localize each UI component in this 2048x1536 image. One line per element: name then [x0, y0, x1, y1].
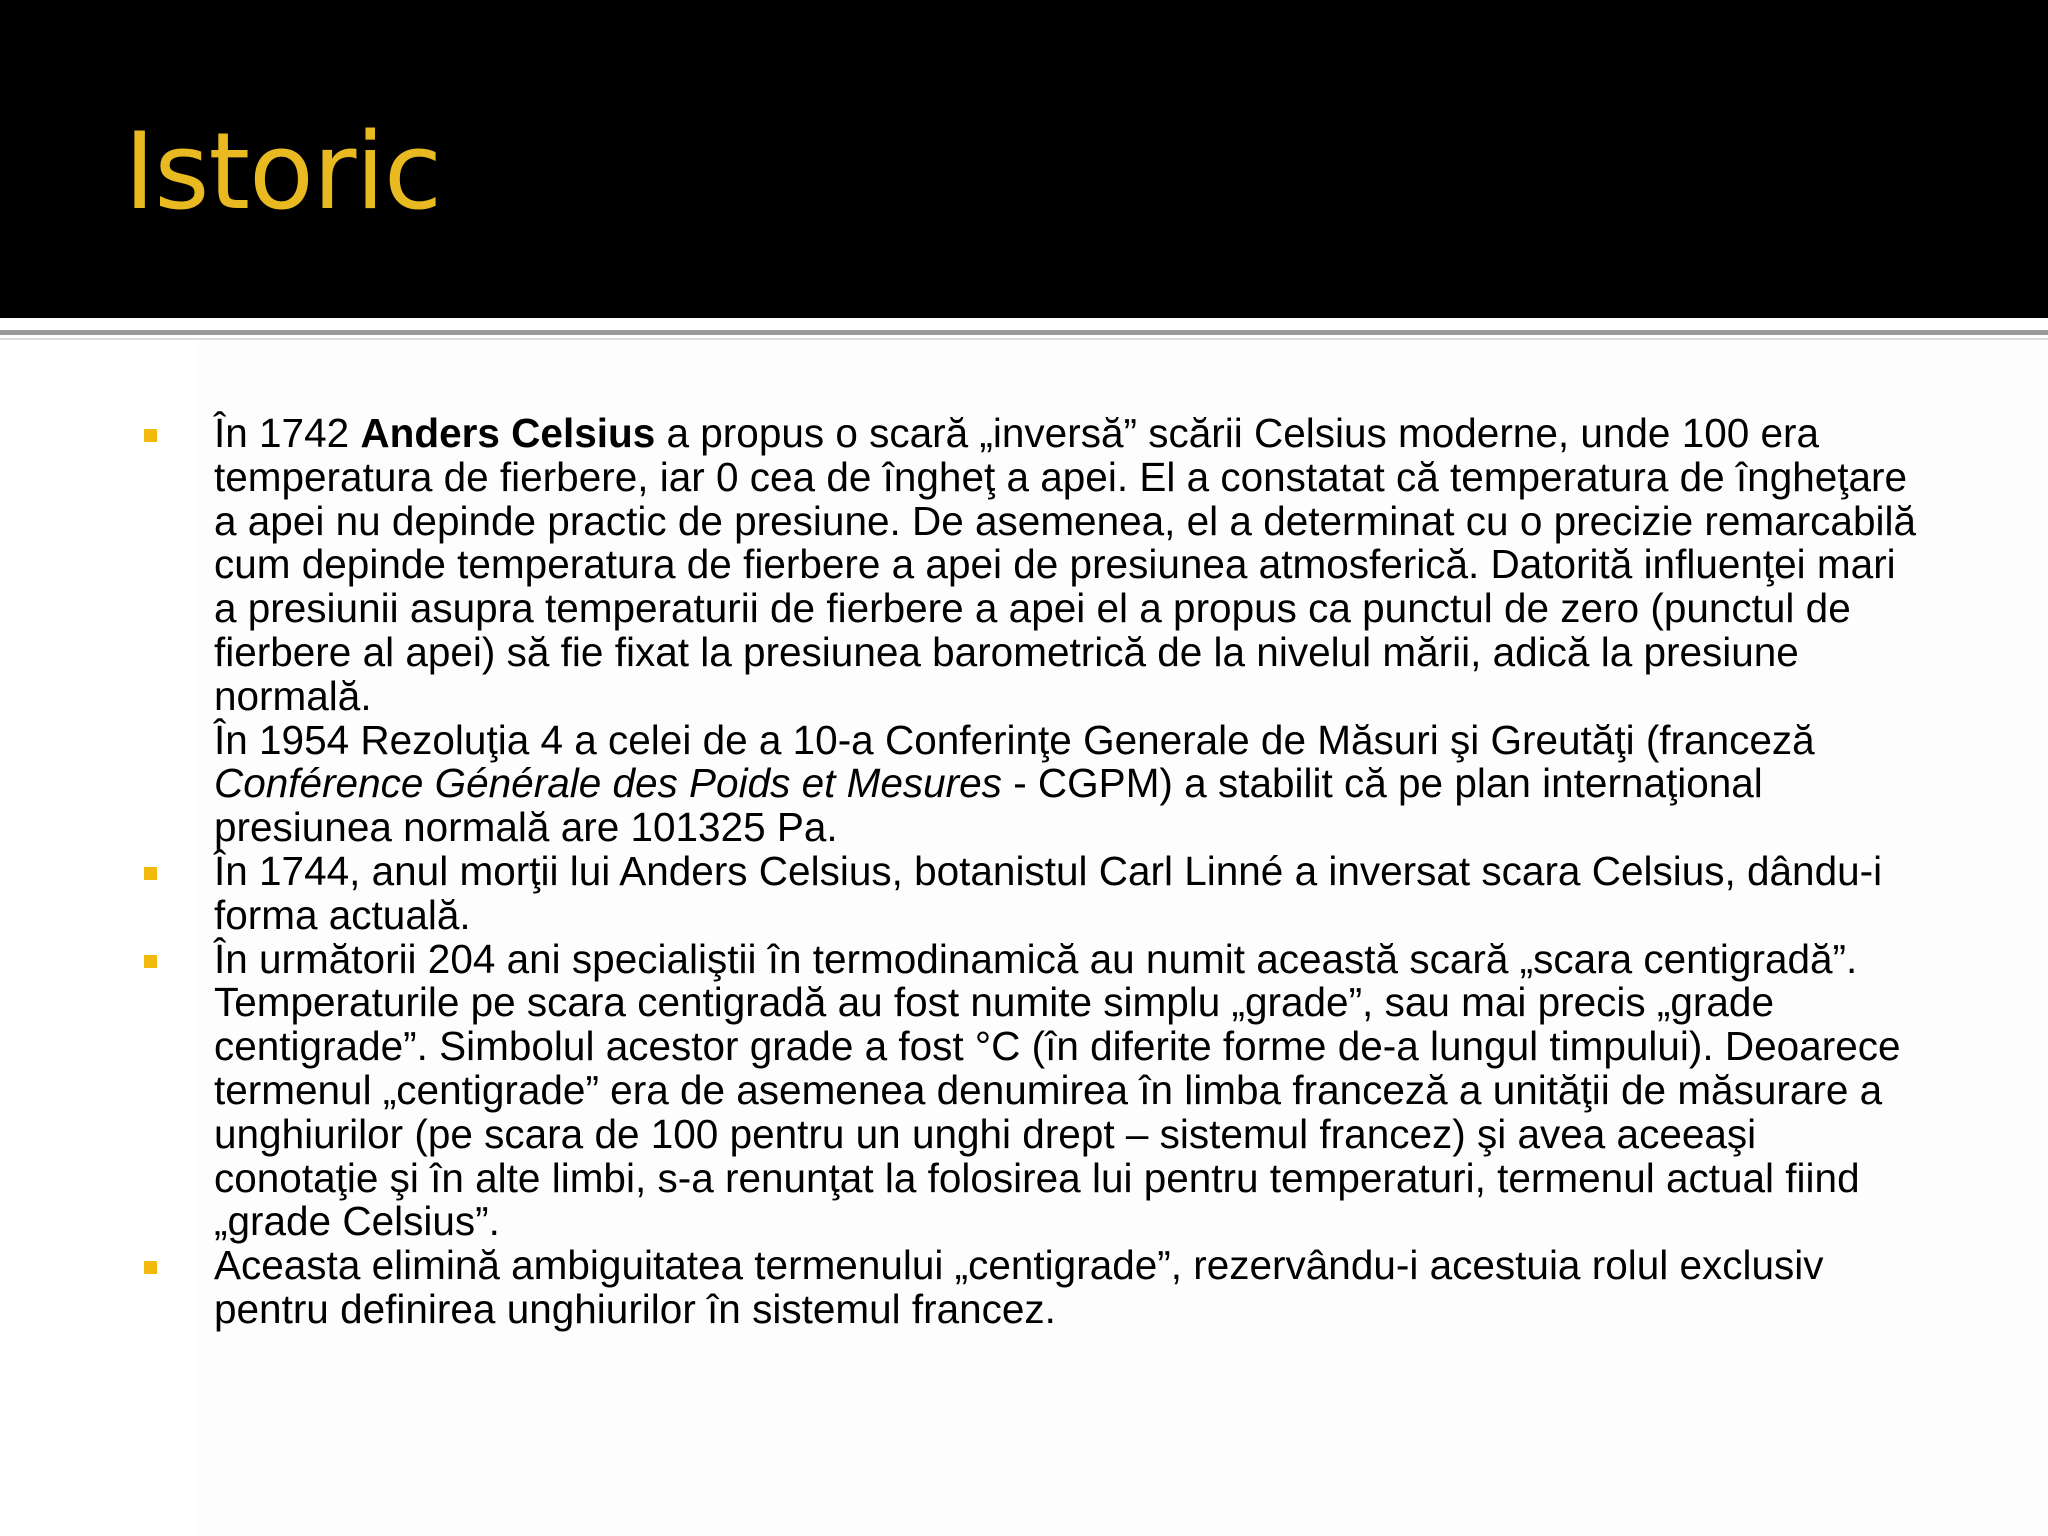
- square-bullet-icon: [144, 1261, 157, 1274]
- paragraph-cgpm-1954: [214, 716, 1920, 851]
- paragraph-linne-1744: În 1744, anul morţii lui Anders Celsius, botanistul Carl Linné a inversat scara Celsius, dându-i forma actuală.: [214, 847, 1883, 938]
- square-bullet-icon: [144, 955, 157, 968]
- paragraph-centigrade-history: În următorii 204 ani specialiştii în termodinamică au numit această scară „scara centigradă”. Temperaturile pe scara centigradă au fost numite simplu „grade”, sau mai precis „grade centigrade”. Simbolul acestor grade a fost °C (în diferite forme de-a lungul timpului). Deoarece termenul „centigrade” era de asemenea denumirea în limba franceză a unităţii de măsurare a unghiurilor (pe scara de 100 pentru un unghi drept – sistemul francez) şi avea aceeaşi conotaţie şi în alte limbi, s-a renunţat la folosirea lui pentru temperaturi, termenul actual fiind „grade Celsius”.: [214, 935, 1901, 1245]
- bullet-item-2: [140, 847, 1920, 938]
- square-bullet-icon: [144, 429, 157, 442]
- bullet-item-3: [140, 935, 1920, 1245]
- bullet-item-1: [140, 412, 1920, 850]
- bullet-item-4: [140, 1244, 1920, 1332]
- title-divider: [0, 330, 2048, 335]
- italic-french-name: Conférence Générale des Poids et Mesures: [214, 760, 1002, 807]
- text-run: În 1742: [214, 410, 361, 456]
- square-bullet-icon: [144, 867, 157, 880]
- slide-title: Istoric: [124, 110, 442, 233]
- paragraph-ambiguity: Aceasta elimină ambiguitatea termenului „centigrade”, rezervându-i acestuia rolul exclusiv pentru definirea unghiurilor în sistemul francez.: [214, 1242, 1824, 1332]
- text-run: a propus o scară „inversă” scării Celsius moderne, unde 100 era temperatura de fierbere, iar 0 cea de îngheţ a apei. El a constatat că temperatura de îngheţare a apei nu depinde practic de presiune. De asemenea, el a determinat cu o precizie remarcabilă cum depinde temperatura de fierbere a apei de presiunea atmosferică. Datorită influenţei mari a presiunii asupra temperaturii de fierbere a apei el a propus ca punctul de zero (punctul de fierbere al apei) să fie fixat la presiunea barometrică de la nivelul mării, adică la presiune normală.: [214, 410, 1916, 719]
- title-bar: [0, 0, 2048, 318]
- bullet-list: [140, 412, 1920, 1332]
- paragraph-celsius-1742: [214, 412, 1920, 719]
- title-divider-shadow: [0, 338, 2048, 340]
- text-run: În 1954 Rezoluţia 4 a celei de a 10-a Conferinţe Generale de Măsuri şi Greutăţi (franceză: [214, 716, 1815, 763]
- text-run: - CGPM) a stabilit că pe plan internaţional presiunea normală are 101325 Pa.: [214, 760, 1763, 851]
- bold-name: Anders Celsius: [360, 410, 656, 456]
